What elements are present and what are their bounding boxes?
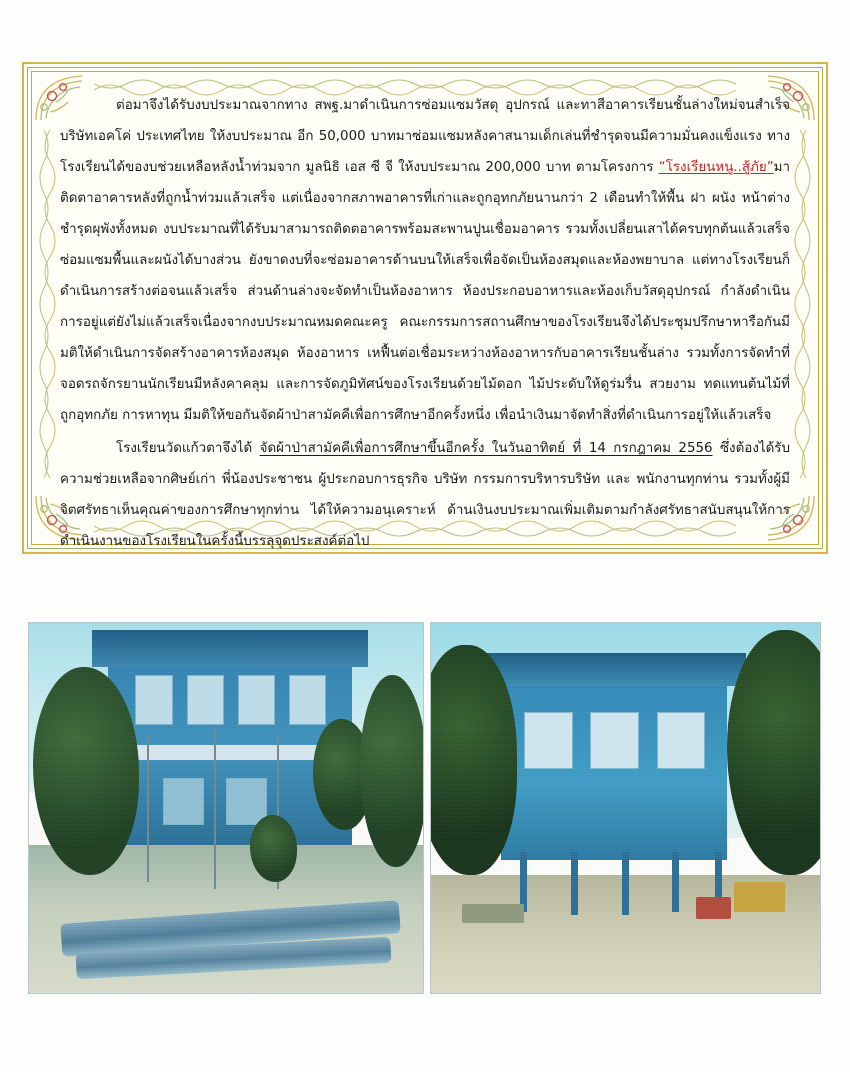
- text-segment: โรงเรียนวัดแก้วตาจึงได้: [116, 441, 260, 456]
- photo-balcony-rail: [116, 745, 345, 760]
- photo-tree: [430, 645, 517, 874]
- paragraph-2: [60, 433, 790, 557]
- photo-window: [238, 675, 275, 725]
- photo-building-roof: [482, 653, 747, 686]
- photo-scaffold-pole: [214, 727, 216, 890]
- photo-scaffold-pole: [147, 734, 149, 882]
- text-segment: ซึ่งต้องได้รับความช่วยเหลือจากศิษย์เก่า พี่น้องประชาชน ผู้ประกอบการธุรกิจ บริษัท กรรมการบริหารบริษัท และ พนักงานทุกท่าน รวมทั้งผู้มีจิตศรัทธาเห็นคุณค่าของการศึกษาทุกท่าน ได้ให้ความอนุเคราะห์ ด้านเงินงบประมาณเพิ่มเติมตามกำลังศรัทธาสนับสนุนให้การดำเนินงานของโรงเรียนในครั้งนี้บรรลุจุดประสงค์ต่อไป: [60, 441, 790, 549]
- photo-row: [28, 622, 821, 992]
- photo-window: [657, 712, 706, 770]
- photo-window: [187, 675, 224, 725]
- photo-concrete-stilt: [520, 852, 527, 911]
- photo-concrete-stilt: [622, 852, 629, 915]
- text-segment: มาติดตาอาคารหลังที่ถูกน้ำท่วมแล้วเสร็จ แต่เนื่องจากสภาพอาคารที่เก่าและถูกอุทกภัยนานกว่า 2 เดือนทำให้พื้น ฝา ผนัง หน้าต่างชำรุดผุพังทั้งหมด งบประมาณที่ได้รับมาสามารถติดตอาคารพร้อมสะพานปูนเชื่อมอาคาร รวมทั้งเปลี่ยนเสาได้ครบทุกต้นแล้วเสร็จ ซ่อมแซมพื้นและผนังได้บางส่วน ยังขาดงบที่จะซ่อมอาคารด้านบนให้เสร็จเพื่อจัดเป็นห้องสมุดและห้องพยาบาล แต่ทางโรงเรียนก็ดำเนินการสร้างต่อจนแล้วเสร็จ ส่วนด้านล่างจะจัดทำเป็นห้องอาหาร ห้องประกอบอาหารและห้องเก็บวัสดุอุปกรณ์ กำลังดำเนินการอยู่แต่ยังไม่แล้วเสร็จเนื่องจากงบประมาณหมดคณะครู คณะกรรมการสถานศึกษาของโรงเรียนจึงได้ประชุมปรึกษาหารือกันมีมติให้ดำเนินการจัดสร้างอาคารห้องสมุด ห้องอาหาร เหฟื้นต่อเชื่อมระหว่างห้องอาหารกับอาคารเรียนชั้นล่าง รวมทั้งการจัดทำที่จอดรถจักรยานนักเรียนมีหลังคาคลุม และการจัดภูมิทัศน์ของโรงเรียนด้วยไม้ดอก ไม้ประดับให้ดูร่มรื่น สวยงาม ทดแทนต้นไม้ที่ถูกอุทกภัย การหาทุน มีมติให้ขอกันจัดผ้าป่าสามัคคีเพื่อการศึกษาอีกครั้งหนึ่ง เพื่อนำเงินมาจัดทำสิ่งที่ดำเนินการอยู่ให้แล้วเสร็จ: [60, 160, 790, 423]
- photo-window: [524, 712, 573, 770]
- photo-red-object: [696, 897, 731, 919]
- photo-tree: [727, 630, 821, 874]
- photo-window: [135, 675, 172, 725]
- underlined-event-date: จัดผ้าป่าสามัคคีเพื่อการศึกษาขึ้นอีกครั้ง ในวันอาทิตย์ ที่ 14 กรกฎาคม 2556: [259, 441, 713, 456]
- photo-building-roof: [92, 630, 368, 667]
- frame-edge-ornament-icon: [36, 130, 56, 486]
- photo-shrub: [250, 815, 297, 882]
- photo-yellow-object: [734, 882, 785, 912]
- photo-concrete-stilt: [672, 852, 679, 911]
- highlighted-project-name: “โรงเรียนหนู..สู้ภัย”: [658, 160, 774, 175]
- photo-ground-debris: [462, 904, 524, 923]
- photo-window-lower: [163, 778, 204, 824]
- photo-right: [430, 622, 821, 994]
- photo-window: [590, 712, 639, 770]
- photo-concrete-stilt: [571, 852, 578, 915]
- paragraph-1: [60, 90, 790, 431]
- photo-tree: [33, 667, 139, 874]
- photo-tree: [360, 675, 424, 867]
- photo-window: [289, 675, 326, 725]
- decorative-text-frame: [22, 62, 828, 554]
- photo-left: [28, 622, 424, 994]
- frame-edge-ornament-icon: [794, 130, 814, 486]
- document-text-body: [60, 90, 790, 557]
- text-segment: ต่อมาจึงได้รับงบประมาณจากทาง สพฐ.มาดำเนินการซ่อมแซมวัสดุ อุปกรณ์ และทาสีอาคารเรียนชั้นล่างใหม่จนสำเร็จ บริษัทเอคโค่ ประเทศไทย ให้งบประมาณ อีก 50,000 บาทมาซ่อมแซมหลังคาสนามเด็กเล่นที่ชำรุดจนมีความมั่นคงแข็งแรง ทางโรงเรียนได้ของบช่วยเหลือหลังน้ำท่วมจาก มูลนิธิ เอส ซี จี ให้งบประมาณ 200,000 บาท ตามโครงการ: [60, 98, 790, 175]
